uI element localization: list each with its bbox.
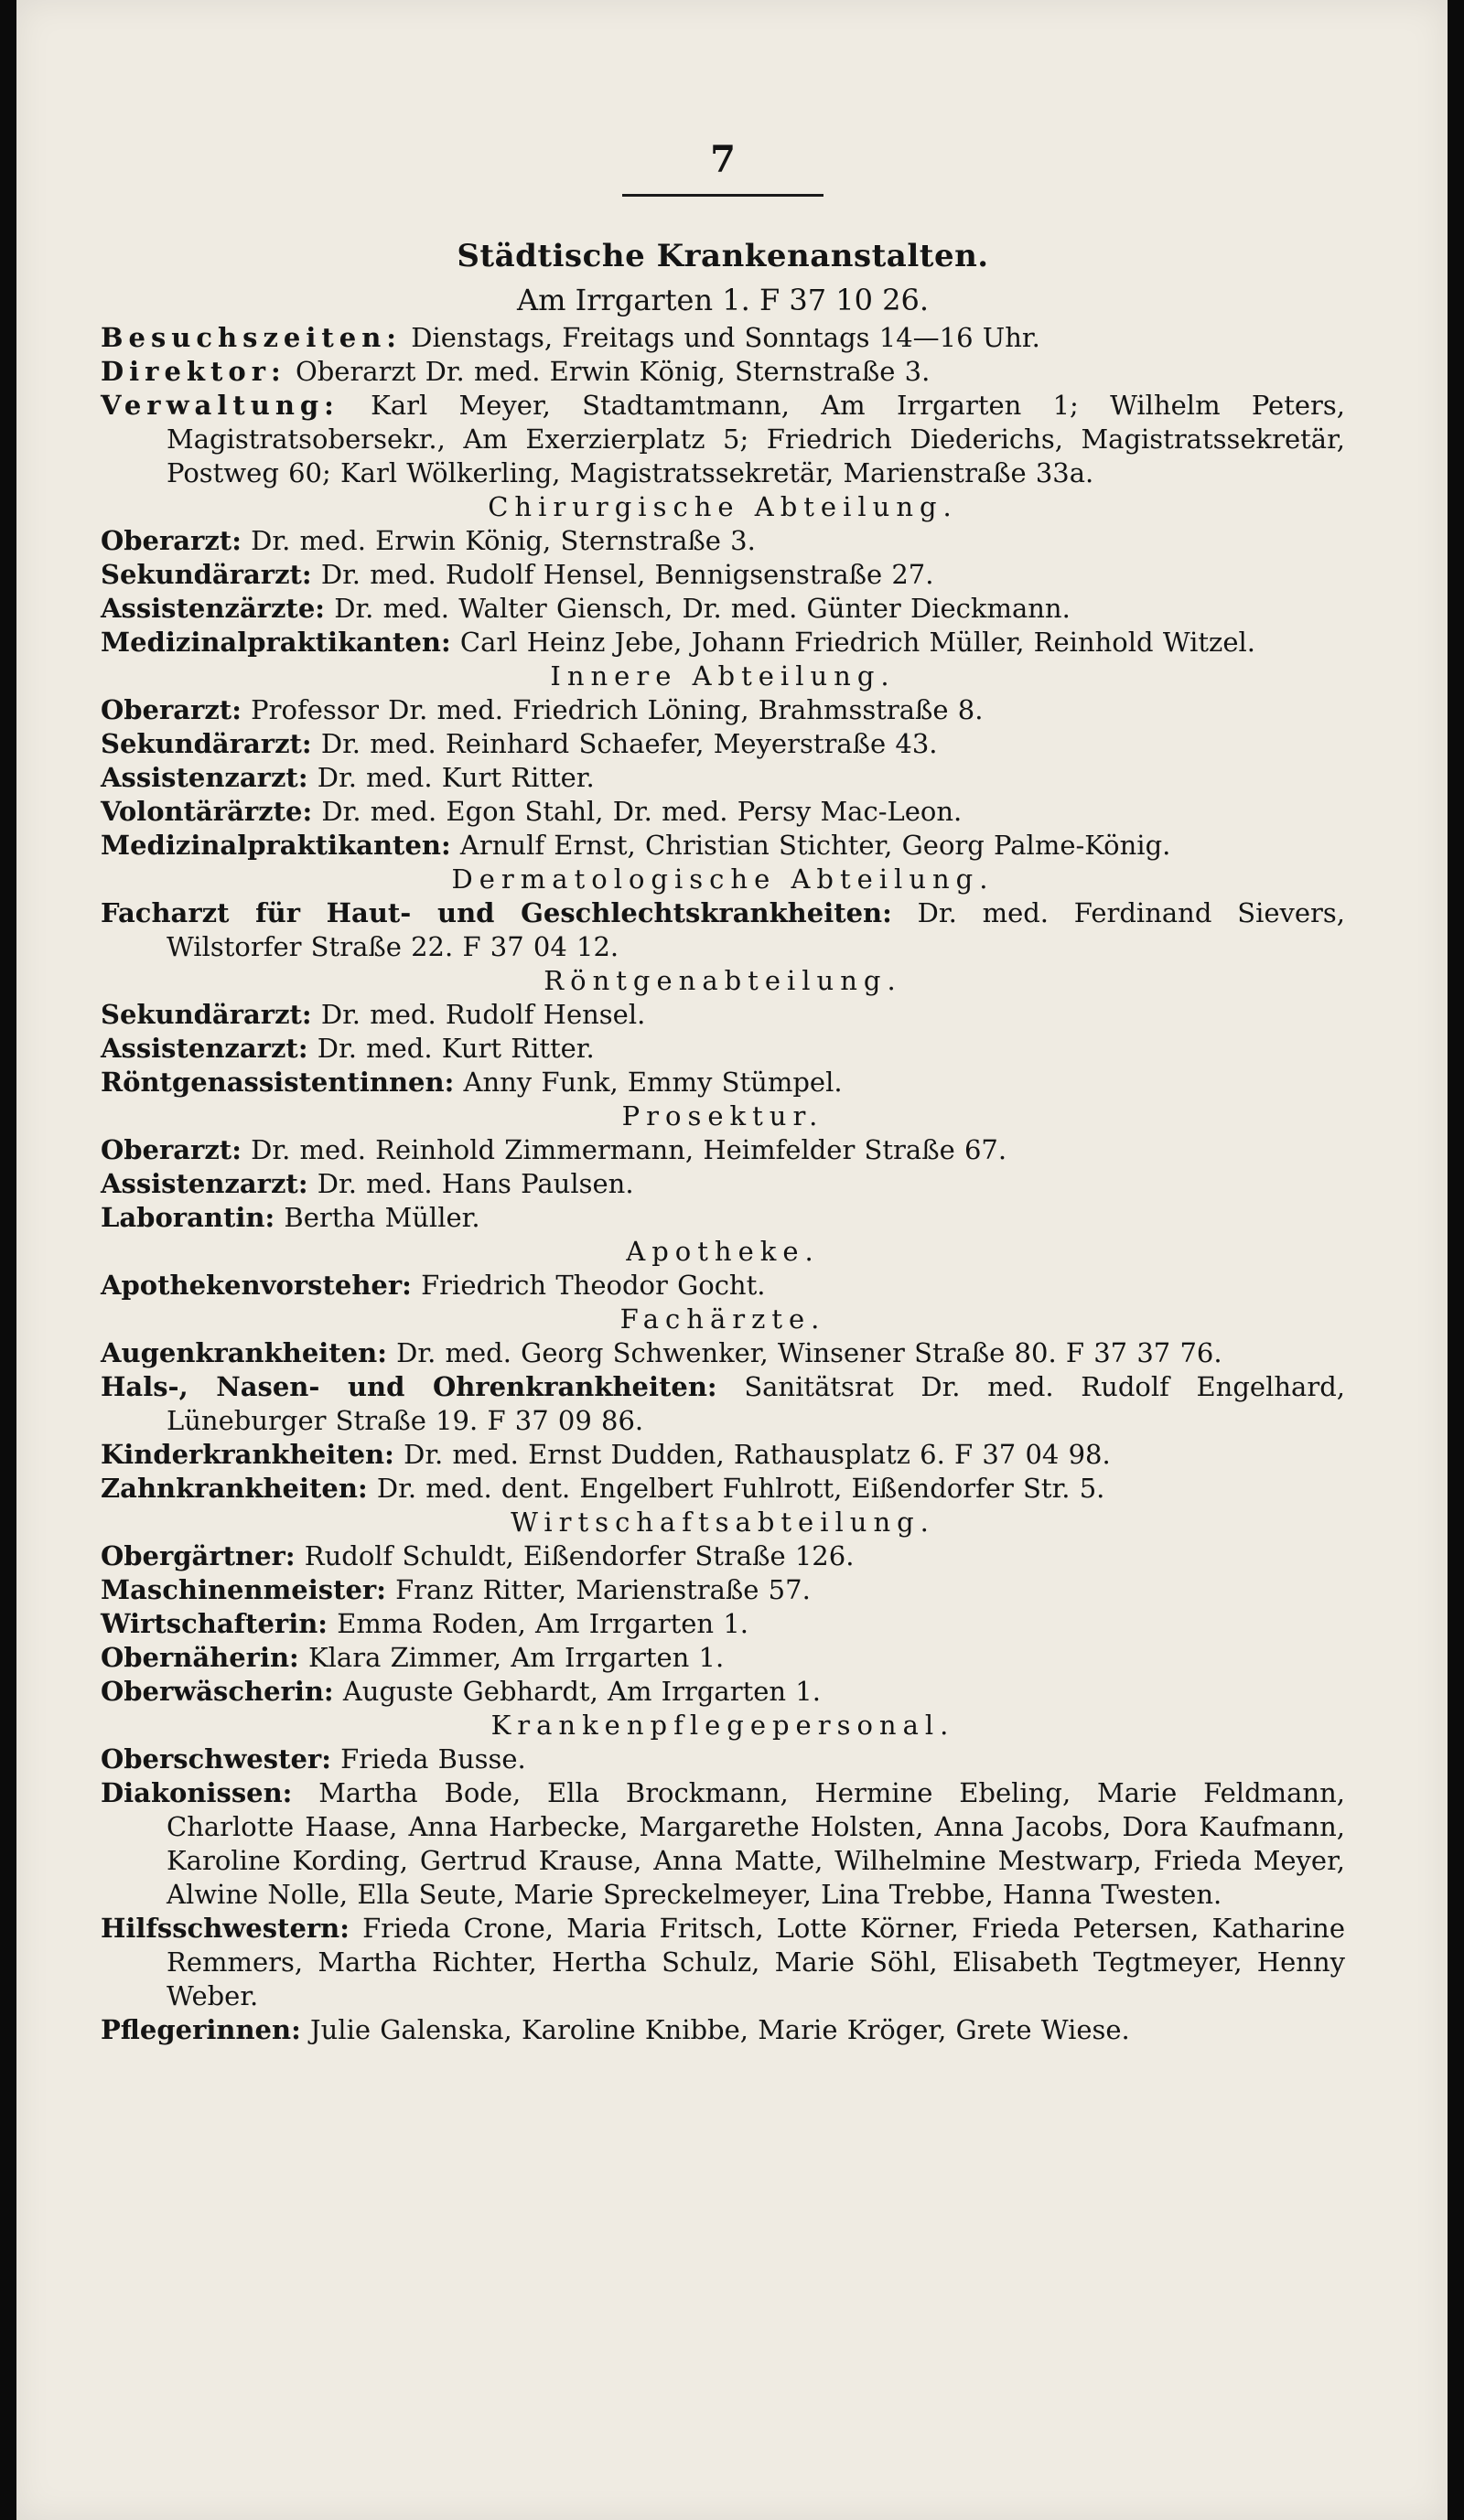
entry-line xyxy=(101,321,1345,355)
entry-line xyxy=(101,1743,1345,1776)
entry-label: Sekundärarzt: xyxy=(101,999,312,1030)
entry-label: Augenkrankheiten: xyxy=(101,1337,387,1368)
entry-text: Dr. med. Georg Schwenker, Winsener Straße 80. F 37 37 76. xyxy=(396,1337,1222,1368)
entry-label: Röntgenassistentinnen: xyxy=(101,1067,455,1098)
entry-text: Dr. med. Hans Paulsen. xyxy=(317,1168,634,1199)
entry-line xyxy=(101,998,1345,1032)
entry-label: Diakonissen: xyxy=(101,1777,293,1808)
section-heading: Apotheke. xyxy=(626,1236,820,1267)
entry-line xyxy=(101,727,1345,761)
entry-label: Verwaltung: xyxy=(101,390,339,421)
entry-text: Klara Zimmer, Am Irrgarten 1. xyxy=(307,1642,725,1673)
entry-label: Apothekenvorsteher: xyxy=(101,1270,412,1301)
entry-label: Sekundärarzt: xyxy=(101,559,312,590)
entry-line xyxy=(101,1066,1345,1099)
entry-label: Laborantin: xyxy=(101,1202,275,1233)
entry-text: Dr. med. dent. Engelbert Fuhlrott, Eißendorfer Str. 5. xyxy=(376,1473,1105,1504)
entry-text: Anny Funk, Emmy Stümpel. xyxy=(463,1067,843,1098)
entry-label: Volontärärzte: xyxy=(101,796,313,827)
entry-label: Facharzt für Haut- und Geschlechtskrankheiten: xyxy=(101,897,892,928)
entry-label: Zahnkrankheiten: xyxy=(101,1473,368,1504)
entry-text: Dr. med. Rudolf Hensel. xyxy=(320,999,646,1030)
entry-text: Franz Ritter, Marienstraße 57. xyxy=(395,1574,811,1605)
entry-line xyxy=(101,1370,1345,1438)
entry-line xyxy=(101,1573,1345,1607)
entry-label: Assistenzarzt: xyxy=(101,1033,308,1064)
entry-label: Assistenzarzt: xyxy=(101,762,308,793)
entry-line xyxy=(101,1201,1345,1235)
page-content xyxy=(101,137,1345,2047)
entry-text: Dr. med. Kurt Ritter. xyxy=(317,762,595,793)
entry-line xyxy=(101,1269,1345,1303)
entry-label: Wirtschafterin: xyxy=(101,1608,328,1639)
entry-label: Pflegerinnen: xyxy=(101,2014,301,2045)
section-heading: Chirurgische Abteilung. xyxy=(488,491,958,522)
entry-text: Professor Dr. med. Friedrich Löning, Brahmsstraße 8. xyxy=(251,694,984,725)
entry-label: Direktor: xyxy=(101,356,286,387)
section-heading: Dermatologische Abteilung. xyxy=(451,863,995,895)
entry-text: Martha Bode, Ella Brockmann, Hermine Ebeling, Marie Feldmann, Charlotte Haase, Anna Harbecke, Margarethe Holsten, Anna Jacobs, Dora Kaufmann, Karoline Kording, Gertrud Krause, Anna Matte, Wilhelmine Mestwarp, Frieda Meyer, Alwine Nolle, Ella Seute, Marie Spreckelmeyer, Lina Trebbe, Hanna Twesten. xyxy=(167,1777,1345,1910)
sections-block xyxy=(101,490,1345,2047)
entry-text: Dr. med. Ernst Dudden, Rathausplatz 6. F 37 04 98. xyxy=(404,1439,1111,1470)
entry-line xyxy=(101,1912,1345,2013)
entry-text: Dr. med. Reinhold Zimmermann, Heimfelder Straße 67. xyxy=(251,1134,1007,1165)
entry-line xyxy=(101,524,1345,558)
entry-line xyxy=(101,1438,1345,1472)
header-rule xyxy=(622,194,824,197)
entry-text: Frieda Crone, Maria Fritsch, Lotte Körner, Frieda Petersen, Katharine Remmers, Martha Richter, Hertha Schulz, Marie Söhl, Elisabeth Tegtmeyer, Henny Weber. xyxy=(167,1913,1346,2011)
entry-label: Medizinalpraktikanten: xyxy=(101,830,451,861)
entry-label: Hilfsschwestern: xyxy=(101,1913,350,1944)
entry-text: Friedrich Theodor Gocht. xyxy=(421,1270,766,1301)
entry-label: Obernäherin: xyxy=(101,1642,299,1673)
document-page xyxy=(16,0,1448,2520)
entry-label: Oberwäscherin: xyxy=(101,1676,334,1707)
entry-label: Kinderkrankheiten: xyxy=(101,1439,394,1470)
entry-text: Auguste Gebhardt, Am Irrgarten 1. xyxy=(342,1676,821,1707)
entry-label: Oberschwester: xyxy=(101,1743,331,1775)
entry-line xyxy=(101,1472,1345,1506)
section-heading: Innere Abteilung. xyxy=(550,660,896,692)
entry-line xyxy=(101,1607,1345,1641)
entry-line xyxy=(101,795,1345,829)
entry-text: Dr. med. Rudolf Hensel, Bennigsenstraße 27. xyxy=(320,559,934,590)
page-number: 7 xyxy=(710,138,736,181)
section-heading: Wirtschaftsabteilung. xyxy=(511,1507,935,1538)
entry-line xyxy=(101,693,1345,727)
entry-line xyxy=(101,1776,1345,1912)
entry-line xyxy=(101,761,1345,795)
entry-text: Emma Roden, Am Irrgarten 1. xyxy=(337,1608,748,1639)
intro-block xyxy=(101,321,1345,490)
entry-line xyxy=(101,896,1345,964)
entry-text: Dienstags, Freitags und Sonntags 14—16 Uhr. xyxy=(411,322,1040,353)
entry-text: Rudolf Schuldt, Eißendorfer Straße 126. xyxy=(304,1540,855,1571)
entry-line xyxy=(101,558,1345,592)
entry-text: Dr. med. Egon Stahl, Dr. med. Persy Mac-Leon. xyxy=(321,796,963,827)
entry-line xyxy=(101,1675,1345,1709)
entry-line xyxy=(101,1032,1345,1066)
entry-label: Sekundärarzt: xyxy=(101,728,312,759)
entry-text: Frieda Busse. xyxy=(340,1743,526,1775)
entry-label: Besuchszeiten: xyxy=(101,322,403,353)
section-heading: Fachärzte. xyxy=(619,1303,826,1335)
entry-label: Oberarzt: xyxy=(101,694,242,725)
entry-text: Arnulf Ernst, Christian Stichter, Georg Palme-König. xyxy=(459,830,1171,861)
entry-text: Carl Heinz Jebe, Johann Friedrich Müller, Reinhold Witzel. xyxy=(459,627,1255,658)
entry-label: Maschinenmeister: xyxy=(101,1574,386,1605)
entry-label: Medizinalpraktikanten: xyxy=(101,627,451,658)
entry-line xyxy=(101,2013,1345,2047)
entry-text: Dr. med. Ferdinand Sievers, Wilstorfer Straße 22. F 37 04 12. xyxy=(167,897,1346,962)
entry-line xyxy=(101,389,1345,490)
entry-label: Oberarzt: xyxy=(101,1134,242,1165)
entry-text: Dr. med. Walter Giensch, Dr. med. Günter Dieckmann. xyxy=(334,593,1071,624)
entry-text: Bertha Müller. xyxy=(284,1202,480,1233)
entry-line xyxy=(101,592,1345,626)
entry-line xyxy=(101,626,1345,659)
entry-text: Dr. med. Erwin König, Sternstraße 3. xyxy=(251,525,756,556)
entry-line xyxy=(101,1539,1345,1573)
entry-text: Dr. med. Kurt Ritter. xyxy=(317,1033,595,1064)
entry-text: Dr. med. Reinhard Schaefer, Meyerstraße 43. xyxy=(320,728,938,759)
page-title: Städtische Krankenanstalten. xyxy=(457,238,989,274)
institution-address: Am Irrgarten 1. F 37 10 26. xyxy=(516,283,930,317)
entry-line xyxy=(101,829,1345,863)
section-heading: Krankenpflegepersonal. xyxy=(490,1710,955,1741)
section-heading: Röntgenabteilung. xyxy=(544,965,902,996)
entry-line xyxy=(101,1336,1345,1370)
entry-text: Sanitätsrat Dr. med. Rudolf Engelhard, Lüneburger Straße 19. F 37 09 86. xyxy=(167,1371,1345,1436)
entry-label: Assistenzärzte: xyxy=(101,593,325,624)
entry-line xyxy=(101,1641,1345,1675)
entry-label: Oberarzt: xyxy=(101,525,242,556)
entry-label: Hals-, Nasen- und Ohrenkrankheiten: xyxy=(101,1371,717,1402)
entry-line xyxy=(101,355,1345,389)
section-heading: Prosektur. xyxy=(621,1100,824,1131)
entry-line xyxy=(101,1133,1345,1167)
entry-line xyxy=(101,1167,1345,1201)
entry-label: Obergärtner: xyxy=(101,1540,296,1571)
entry-label: Assistenzarzt: xyxy=(101,1168,308,1199)
entry-text: Oberarzt Dr. med. Erwin König, Sternstraße 3. xyxy=(295,356,931,387)
entry-text: Julie Galenska, Karoline Knibbe, Marie Kröger, Grete Wiese. xyxy=(310,2014,1130,2045)
entry-text: Karl Meyer, Stadtamtmann, Am Irrgarten 1; Wilhelm Peters, Magistratsobersekr., Am Exerzierplatz 5; Friedrich Diederichs, Magistratssekretär, Postweg 60; Karl Wölkerling, Magistratssekretär, Marienstraße 33a. xyxy=(167,390,1345,488)
